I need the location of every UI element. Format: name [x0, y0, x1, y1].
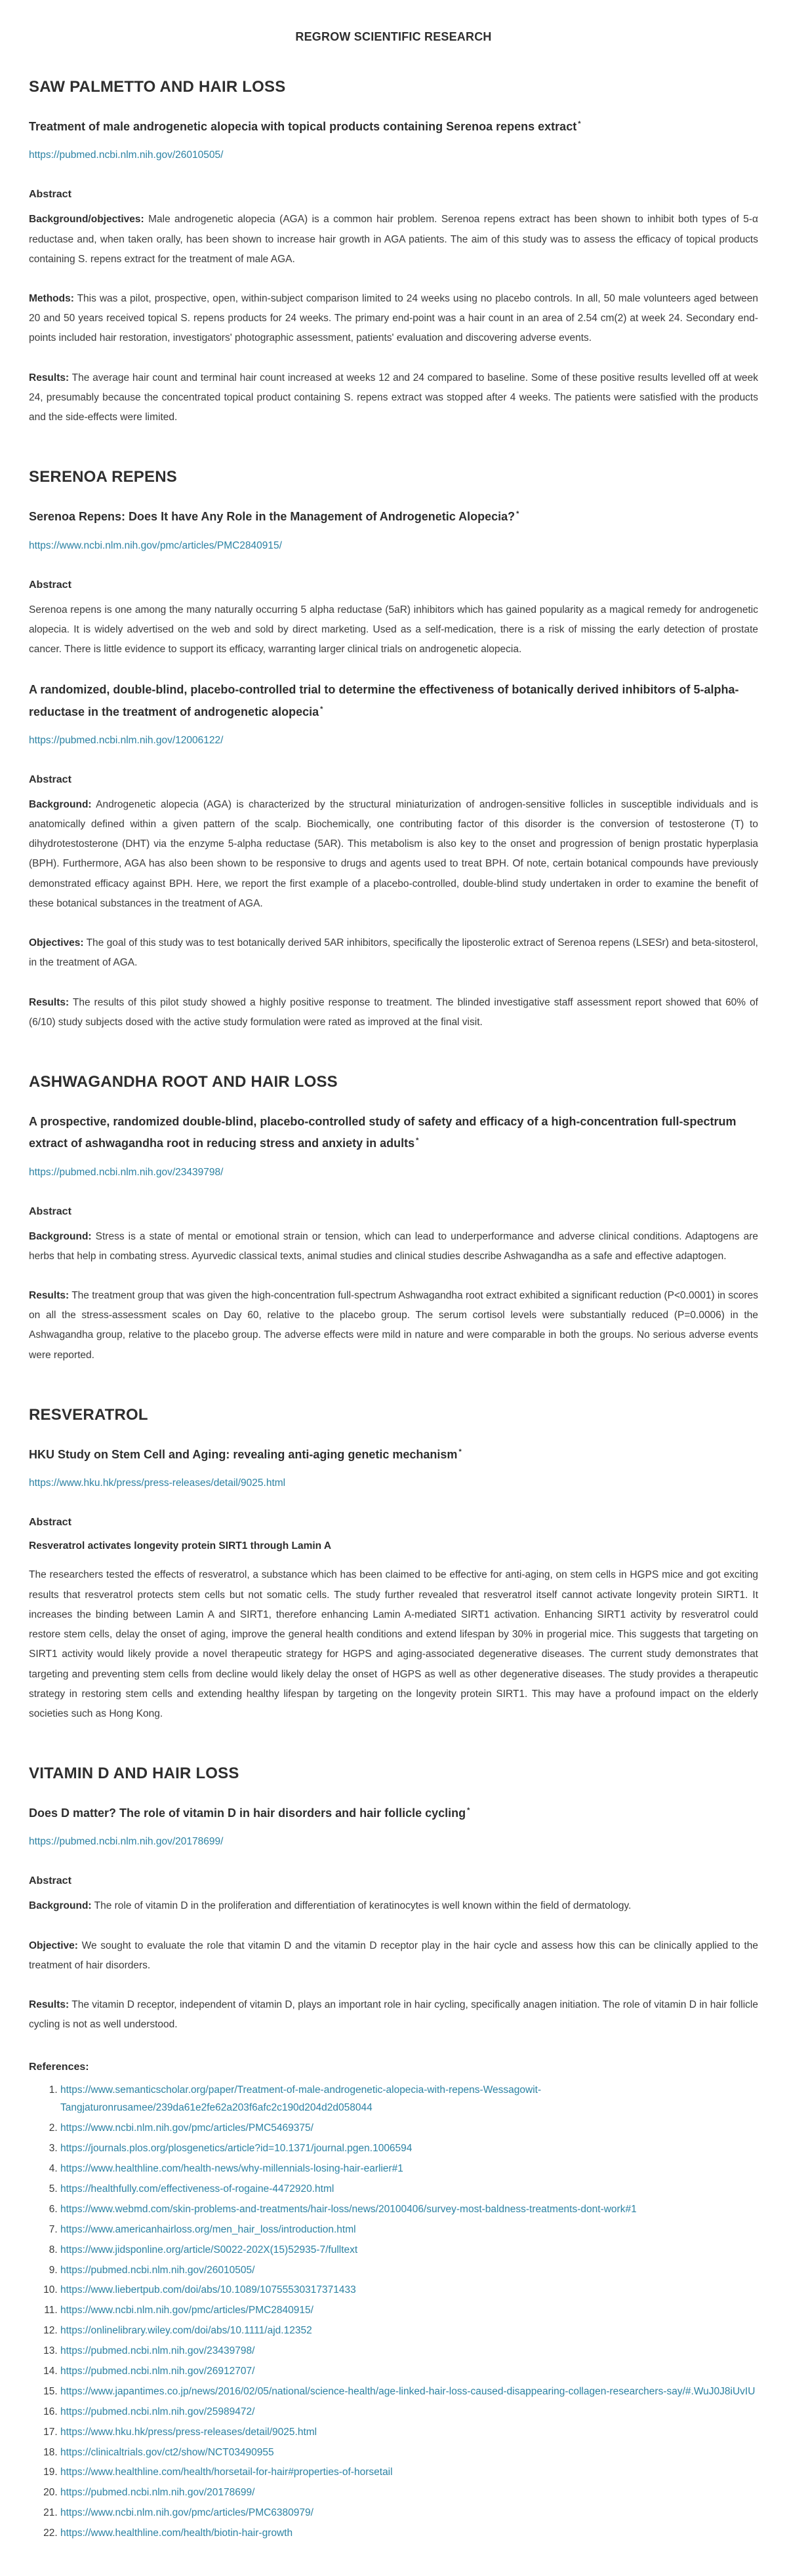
- reference-item: [60, 2484, 758, 2502]
- article-link[interactable]: https://www.ncbi.nlm.nih.gov/pmc/articles/PMC2840915/: [29, 539, 282, 551]
- reference-item: [60, 2119, 758, 2137]
- abstract-paragraph: [29, 210, 758, 269]
- footnote-asterisk: *: [416, 1137, 419, 1145]
- article-serenoa-1: [29, 506, 758, 659]
- reference-item: [60, 2342, 758, 2360]
- abstract-paragraph: [29, 1995, 758, 2035]
- article-title: [29, 116, 758, 138]
- references-block: [29, 2061, 758, 2543]
- reference-link[interactable]: https://pubmed.ncbi.nlm.nih.gov/26010505/: [60, 2264, 255, 2276]
- paragraph-text: The researchers tested the effects of resveratrol, a substance which has been claimed to be effective for anti-aging, on stem cells in HGPS mice and got exciting results that resveratrol protects stem cells but not somatic cells. The study further revealed that resveratrol itself cannot activate longevity protein SIRT1. It increases the binding between Lamin A and SIRT1, therefore enhancing Lamin A-mediated SIRT1 activation. Enhancing SIRT1 activity by resveratrol could restore stem cells, delay the onset of aging, improve the general health conditions and extend lifespan by 30% in progerial mice. This suggests that targeting on SIRT1 activity would likely provide a novel therapeutic strategy for HGPS and aging-associated degenerative diseases. The current study demonstrates that targeting and preventing stem cells from decline would likely delay the onset of HGPS as well as other degenerative diseases. The study provides a therapeutic strategy in restoring stem cells and extending healthy lifespan by targeting on the longevity protein SIRT1. This may have a profound impact on the elderly societies such as Hong Kong.: [29, 1569, 758, 1719]
- paragraph-lead: Background/objectives:: [29, 214, 144, 225]
- reference-item: [60, 2423, 758, 2442]
- paragraph-text: Serenoa repens is one among the many naturally occurring 5 alpha reductase (5aR) inhibitors which has gained popularity as a magical remedy for androgenetic alopecia. It is widely advertised on the web and sold by direct marketing. Used as a self-medication, there is a risk of missing the early detection of prostate cancer. There is little evidence to support its efficacy, warranting larger clinical trials on androgenetic alopecia.: [29, 604, 758, 655]
- article-saw-palmetto-1: [29, 116, 758, 427]
- article-title-text: HKU Study on Stem Cell and Aging: revealing anti-aging genetic mechanism: [29, 1447, 458, 1461]
- reference-link[interactable]: https://pubmed.ncbi.nlm.nih.gov/25989472/: [60, 2406, 255, 2417]
- abstract-paragraph: [29, 795, 758, 914]
- footnote-asterisk: *: [320, 705, 323, 713]
- reference-link[interactable]: https://www.liebertpub.com/doi/abs/10.1089/10755530317371433: [60, 2284, 356, 2296]
- paragraph-lead: Background:: [29, 1900, 92, 1912]
- article-title-text: Serenoa Repens: Does It have Any Role in the Management of Androgenetic Alopecia?: [29, 510, 515, 524]
- reference-item: [60, 2504, 758, 2522]
- reference-link[interactable]: https://onlinelibrary.wiley.com/doi/abs/10.1111/ajd.12352: [60, 2325, 312, 2337]
- paragraph-text: We sought to evaluate the role that vitamin D and the vitamin D receptor play in the hair cycle and assess how this can be clinically applied to the treatment of hair disorders.: [29, 1940, 758, 1971]
- article-title-text: Treatment of male androgenetic alopecia with topical products containing Serenoa repens extract: [29, 120, 577, 133]
- reference-item: [60, 2403, 758, 2421]
- reference-item: [60, 2261, 758, 2280]
- section-serenoa-repens: [29, 468, 758, 1032]
- article-title-text: A prospective, randomized double-blind, placebo-controlled study of safety and efficacy of a high-concentration full-spectrum extract of ashwagandha root in reducing stress and anxiety in adults: [29, 1115, 737, 1150]
- abstract-paragraph: [29, 1565, 758, 1724]
- paragraph-lead: Methods:: [29, 292, 74, 304]
- paragraph-lead: Background:: [29, 798, 92, 810]
- paragraph-text: Androgenetic alopecia (AGA) is characterized by the structural miniaturization of androgen-sensitive follicles in susceptible individuals and is anatomically defined within a given pattern of the scalp. Biochemically, one contributing factor of this disorder is the conversion of testosterone (T) to dihydrotestosterone (DHT) via the enzyme 5-alpha reductase (5AR). This metabolism is also key to the onset and progression of benign prostatic hyperplasia (BPH). Furthermore, AGA has also been shown to be responsive to drugs and agents used to treat BPH. Of note, certain botanical compounds have previously demonstrated efficacy against BPH. Here, we report the first example of a placebo-controlled, double-blind study undertaken in order to examine the benefit of these botanical substances in the treatment of AGA.: [29, 798, 758, 909]
- reference-item: [60, 2180, 758, 2198]
- article-title: [29, 1444, 758, 1466]
- abstract-label: Abstract: [29, 773, 71, 785]
- reference-link[interactable]: https://clinicaltrials.gov/ct2/show/NCT03490955: [60, 2446, 274, 2458]
- article-link[interactable]: https://pubmed.ncbi.nlm.nih.gov/20178699/: [29, 1836, 224, 1848]
- paragraph-lead: Results:: [29, 1999, 70, 2011]
- paragraph-text: Stress is a state of mental or emotional strain or tension, which can lead to underperformance and adverse clinical conditions. Adaptogens are herbs that help in combating stress. Ayurvedic classical texts, animal studies and clinical studies describe Ashwagandha as a safe and effective adaptogen.: [29, 1230, 758, 1262]
- article-title: [29, 1803, 758, 1824]
- reference-link[interactable]: https://www.webmd.com/skin-problems-and-treatments/hair-loss/news/20100406/survey-most-baldness-treatments-dont-work#1: [60, 2203, 637, 2215]
- reference-item: [60, 2444, 758, 2462]
- paragraph-text: The goal of this study was to test botanically derived 5AR inhibitors, specifically the liposterolic extract of Serenoa repens (LSESr) and beta-sitosterol, in the treatment of AGA.: [29, 937, 758, 969]
- paragraph-text: The treatment group that was given the high-concentration full-spectrum Ashwagandha root extract exhibited a significant reduction (P<0.0001) in scores on all the stress-assessment scales on Day 60, relative to the placebo group. The serum cortisol levels were substantially reduced (P=0.0006) in the Ashwagandha group, relative to the placebo group. The adverse effects were mild in nature and were comparable in both the groups. No serious adverse events were reported.: [29, 1290, 758, 1361]
- abstract-paragraph: [29, 1227, 758, 1266]
- reference-item: [60, 2383, 758, 2401]
- abstract-paragraph: [29, 368, 758, 428]
- article-link[interactable]: https://pubmed.ncbi.nlm.nih.gov/26010505/: [29, 149, 224, 161]
- abstract-label: Abstract: [29, 579, 71, 591]
- section-ashwagandha: [29, 1073, 758, 1365]
- reference-link[interactable]: https://www.hku.hk/press/press-releases/detail/9025.html: [60, 2426, 317, 2438]
- abstract-paragraph: [29, 600, 758, 660]
- reference-item: [60, 2221, 758, 2239]
- page-title: REGROW SCIENTIFIC RESEARCH: [295, 30, 492, 43]
- references-heading: References:: [29, 2061, 89, 2073]
- section-heading-vitamin-d: VITAMIN D AND HAIR LOSS: [29, 1765, 239, 1783]
- paragraph-text: Male androgenetic alopecia (AGA) is a common hair problem. Serenoa repens extract has been shown to inhibit both types of 5-α reductase and, when taken orally, has been shown to increase hair growth in AGA patients. The aim of this study was to assess the efficacy of topical products containing S. repens extract for the treatment of male AGA.: [29, 214, 758, 265]
- paragraph-lead: Background:: [29, 1230, 92, 1242]
- paragraph-text: The role of vitamin D in the proliferation and differentiation of keratinocytes is well known within the field of dermatology.: [91, 1900, 632, 1912]
- paragraph-text: The vitamin D receptor, independent of vitamin D, plays an important role in hair cycling, specifically anagen initiation. The role of vitamin D in hair follicle cycling is not as well understood.: [29, 1999, 758, 2031]
- paragraph-lead: Results:: [29, 1290, 70, 1302]
- article-vitamin-d-1: [29, 1803, 758, 2035]
- abstract-paragraph: [29, 993, 758, 1032]
- reference-link[interactable]: https://healthfully.com/effectiveness-of-rogaine-4472920.html: [60, 2183, 334, 2195]
- reference-item: [60, 2463, 758, 2482]
- reference-item: [60, 2241, 758, 2259]
- abstract-subheading: Resveratrol activates longevity protein SIRT1 through Lamin A: [29, 1540, 332, 1552]
- abstract-paragraph: [29, 1286, 758, 1365]
- abstract-paragraph: [29, 933, 758, 973]
- abstract-paragraph: [29, 289, 758, 349]
- article-link[interactable]: https://pubmed.ncbi.nlm.nih.gov/23439798/: [29, 1166, 224, 1178]
- footnote-asterisk: *: [458, 1447, 462, 1456]
- reference-link[interactable]: https://www.japantimes.co.jp/news/2016/02/05/national/science-health/age-linked-hair-loss-caused-disappearing-collagen-researchers-say/#.WuJ0J8iUvIU: [60, 2385, 756, 2397]
- abstract-label: Abstract: [29, 1875, 71, 1887]
- reference-link[interactable]: https://www.semanticscholar.org/paper/Treatment-of-male-androgenetic-alopecia-with-repens-Wessagowit-Tangjaturonrusamee/239da61e2fe62a203f6afc2c190d204d2d058044: [60, 2084, 542, 2114]
- article-title-text: A randomized, double-blind, placebo-controlled trial to determine the effectiveness of botanically derived inhibitors of 5-alpha-reductase in the treatment of androgenetic alopecia: [29, 683, 739, 718]
- article-link[interactable]: https://pubmed.ncbi.nlm.nih.gov/12006122/: [29, 734, 224, 746]
- paragraph-text: This was a pilot, prospective, open, within-subject comparison limited to 24 weeks using no placebo controls. In all, 50 male volunteers aged between 20 and 50 years received topical S. repens products for 24 weeks. The primary end-point was a hair count in an area of 2.54 cm(2) at week 24. Secondary end-points included hair restoration, investigators' photographic assessment, patients' evaluation and discovering adverse events.: [29, 292, 758, 344]
- reference-link[interactable]: https://pubmed.ncbi.nlm.nih.gov/26912707/: [60, 2366, 255, 2377]
- reference-link[interactable]: https://www.americanhairloss.org/men_hair_loss/introduction.html: [60, 2223, 356, 2235]
- section-heading-saw-palmetto: SAW PALMETTO AND HAIR LOSS: [29, 78, 286, 96]
- reference-link[interactable]: https://pubmed.ncbi.nlm.nih.gov/20178699/: [60, 2487, 255, 2499]
- paragraph-lead: Objectives:: [29, 937, 84, 949]
- section-heading-serenoa-repens: SERENOA REPENS: [29, 468, 177, 486]
- article-link[interactable]: https://www.hku.hk/press/press-releases/detail/9025.html: [29, 1477, 286, 1489]
- reference-item: [60, 2160, 758, 2178]
- section-heading-resveratrol: RESVERATROL: [29, 1405, 148, 1424]
- paragraph-lead: Objective:: [29, 1940, 78, 1951]
- reference-link[interactable]: https://www.ncbi.nlm.nih.gov/pmc/articles/PMC6380979/: [60, 2507, 313, 2519]
- reference-link[interactable]: https://journals.plos.org/plosgenetics/article?id=10.1371/journal.pgen.1006594: [60, 2143, 413, 2155]
- section-vitamin-d: [29, 1765, 758, 2543]
- abstract-label: Abstract: [29, 1517, 71, 1529]
- article-title-text: Does D matter? The role of vitamin D in hair disorders and hair follicle cycling: [29, 1806, 466, 1820]
- article-ashwagandha-1: [29, 1111, 758, 1365]
- reference-item: [60, 2200, 758, 2219]
- reference-item: [60, 2322, 758, 2340]
- reference-link[interactable]: https://www.ncbi.nlm.nih.gov/pmc/articles/PMC2840915/: [60, 2305, 313, 2316]
- footnote-asterisk: *: [516, 510, 519, 518]
- reference-link[interactable]: https://www.ncbi.nlm.nih.gov/pmc/articles/PMC5469375/: [60, 2122, 313, 2134]
- paragraph-text: The average hair count and terminal hair count increased at weeks 12 and 24 compared to baseline. Some of these positive results levelled off at week 24, presumably because the concentrated topical product containing S. repens extract was stopped after 4 weeks. The patients were satisfied with the products and the side-effects were limited.: [29, 372, 758, 423]
- reference-link[interactable]: https://pubmed.ncbi.nlm.nih.gov/23439798/: [60, 2345, 255, 2357]
- reference-item: [60, 2362, 758, 2381]
- reference-item: [60, 2139, 758, 2158]
- article-serenoa-2: [29, 679, 758, 1032]
- reference-link[interactable]: https://www.healthline.com/health-news/why-millennials-losing-hair-earlier#1: [60, 2163, 403, 2175]
- paragraph-lead: Results:: [29, 996, 70, 1008]
- section-saw-palmetto: [29, 78, 758, 427]
- reference-link[interactable]: https://www.jidsponline.org/article/S0022-202X(15)52935-7/fulltext: [60, 2244, 358, 2255]
- abstract-paragraph: [29, 1896, 758, 1916]
- section-heading-ashwagandha: ASHWAGANDHA ROOT AND HAIR LOSS: [29, 1073, 338, 1091]
- reference-item: [60, 2281, 758, 2299]
- references-list: [29, 2081, 758, 2543]
- abstract-label: Abstract: [29, 1205, 71, 1217]
- reference-link[interactable]: https://www.healthline.com/health/horsetail-for-hair#properties-of-horsetail: [60, 2467, 393, 2478]
- footnote-asterisk: *: [467, 1806, 470, 1815]
- abstract-paragraph: [29, 1936, 758, 1976]
- footnote-asterisk: *: [578, 120, 581, 128]
- reference-link[interactable]: https://www.healthline.com/health/biotin-hair-growth: [60, 2527, 293, 2539]
- reference-item: [60, 2081, 758, 2118]
- article-title: [29, 1111, 758, 1155]
- reference-item: [60, 2301, 758, 2320]
- article-resveratrol-1: [29, 1444, 758, 1724]
- section-resveratrol: [29, 1406, 758, 1724]
- abstract-label: Abstract: [29, 189, 71, 201]
- article-title: [29, 679, 758, 723]
- reference-item: [60, 2524, 758, 2543]
- paragraph-text: The results of this pilot study showed a highly positive response to treatment. The blinded investigative staff assessment report showed that 60% of (6/10) study subjects dosed with the active study formulation were rated as improved at the final visit.: [29, 996, 758, 1028]
- article-title: [29, 506, 758, 528]
- paragraph-lead: Results:: [29, 372, 70, 383]
